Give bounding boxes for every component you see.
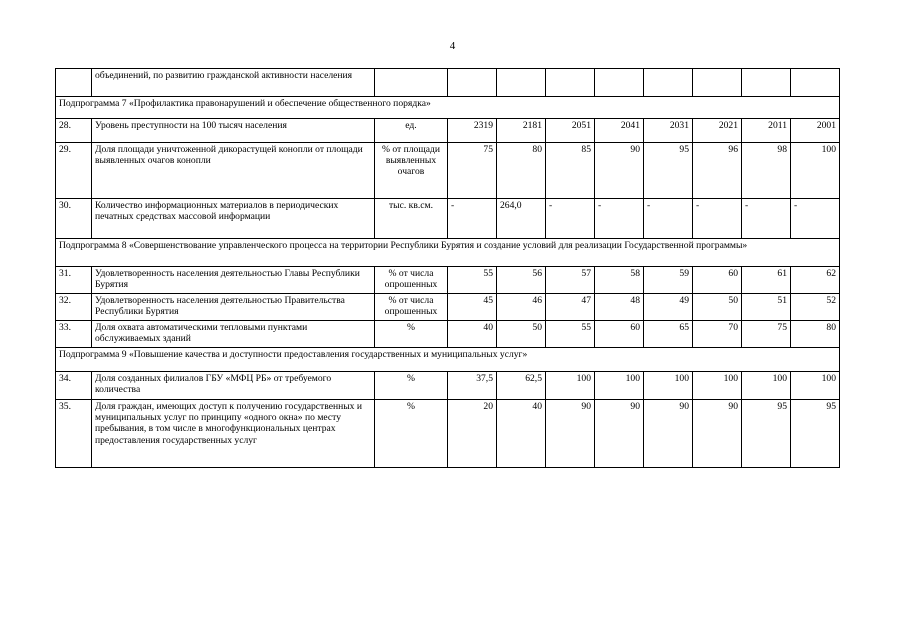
indicator-value: 52 <box>791 294 840 321</box>
row-number: 28. <box>56 119 92 143</box>
indicator-value: - <box>546 199 595 239</box>
indicator-value <box>791 69 840 97</box>
row-number: 34. <box>56 372 92 400</box>
indicator-value: 100 <box>644 372 693 400</box>
row-number: 31. <box>56 267 92 294</box>
indicator-value: 51 <box>742 294 791 321</box>
table-row <box>56 400 840 468</box>
indicator-value: 100 <box>595 372 644 400</box>
subprogram-title: Подпрограмма 8 «Совершенствование управленческого процесса на территории Республики Бурятия и создание условий для реализации Государственной программы» <box>56 239 840 267</box>
indicator-name: объединений, по развитию гражданской активности населения <box>92 69 375 97</box>
table-row <box>56 119 840 143</box>
indicator-value: 2011 <box>742 119 791 143</box>
indicator-value: 62,5 <box>497 372 546 400</box>
indicator-value: 60 <box>693 267 742 294</box>
indicator-value: 95 <box>791 400 840 468</box>
indicator-value: 45 <box>448 294 497 321</box>
table-row <box>56 199 840 239</box>
indicator-value: 62 <box>791 267 840 294</box>
indicator-value: 55 <box>448 267 497 294</box>
page-number: 4 <box>449 40 456 52</box>
indicator-value: 90 <box>595 400 644 468</box>
indicator-name: Уровень преступности на 100 тысяч населения <box>92 119 375 143</box>
table-body <box>56 69 840 468</box>
indicator-value: 90 <box>595 143 644 199</box>
indicator-value: 98 <box>742 143 791 199</box>
table-row <box>56 294 840 321</box>
indicator-value: 100 <box>742 372 791 400</box>
indicator-value: 90 <box>693 400 742 468</box>
indicator-value: 48 <box>595 294 644 321</box>
indicator-value: 95 <box>644 143 693 199</box>
table-row <box>56 69 840 97</box>
subprogram-row <box>56 348 840 372</box>
indicator-value: 2001 <box>791 119 840 143</box>
indicator-value: 49 <box>644 294 693 321</box>
indicators-table <box>55 68 840 468</box>
subprogram-row <box>56 239 840 267</box>
indicator-name: Удовлетворенность населения деятельностью Правительства Республики Бурятия <box>92 294 375 321</box>
indicator-value: 59 <box>644 267 693 294</box>
row-number: 32. <box>56 294 92 321</box>
table-row <box>56 321 840 348</box>
indicator-name: Доля площади уничтоженной дикорастущей конопли от площади выявленных очагов конопли <box>92 143 375 199</box>
table-row <box>56 372 840 400</box>
indicator-name: Количество информационных материалов в периодических печатных средствах массовой информации <box>92 199 375 239</box>
indicator-value: 2051 <box>546 119 595 143</box>
indicator-value: 75 <box>448 143 497 199</box>
indicator-unit: % от площади выявленных очагов <box>375 143 448 199</box>
indicator-value: 40 <box>497 400 546 468</box>
indicator-value <box>448 69 497 97</box>
indicator-value: 96 <box>693 143 742 199</box>
indicator-value: 2041 <box>595 119 644 143</box>
indicator-value: 100 <box>546 372 595 400</box>
indicator-value: 47 <box>546 294 595 321</box>
subprogram-row <box>56 97 840 119</box>
indicator-value: 85 <box>546 143 595 199</box>
indicator-value: 100 <box>693 372 742 400</box>
indicator-value <box>546 69 595 97</box>
row-number: 30. <box>56 199 92 239</box>
indicator-unit <box>375 69 448 97</box>
indicator-value: 60 <box>595 321 644 348</box>
indicator-value: 2319 <box>448 119 497 143</box>
indicator-value: 20 <box>448 400 497 468</box>
indicator-name: Доля охвата автоматическими тепловыми пунктами обслуживаемых зданий <box>92 321 375 348</box>
indicator-name: Доля созданных филиалов ГБУ «МФЦ РБ» от требуемого количества <box>92 372 375 400</box>
indicator-value: - <box>693 199 742 239</box>
indicator-value: 55 <box>546 321 595 348</box>
indicator-value: 61 <box>742 267 791 294</box>
indicator-value: 56 <box>497 267 546 294</box>
indicator-value: 37,5 <box>448 372 497 400</box>
indicator-unit: % <box>375 372 448 400</box>
indicator-value: 50 <box>693 294 742 321</box>
indicator-unit: ед. <box>375 119 448 143</box>
indicator-unit: тыс. кв.см. <box>375 199 448 239</box>
indicator-value: - <box>595 199 644 239</box>
indicator-value: 70 <box>693 321 742 348</box>
indicator-value: 100 <box>791 143 840 199</box>
row-number: 29. <box>56 143 92 199</box>
indicator-value: 40 <box>448 321 497 348</box>
indicator-name: Удовлетворенность населения деятельностью Главы Республики Бурятия <box>92 267 375 294</box>
indicator-unit: % <box>375 321 448 348</box>
indicator-value: 95 <box>742 400 791 468</box>
indicator-value: - <box>448 199 497 239</box>
indicator-value: - <box>742 199 791 239</box>
indicator-value: 2021 <box>693 119 742 143</box>
indicator-value: 46 <box>497 294 546 321</box>
table-row <box>56 143 840 199</box>
indicator-unit: % от числа опрошенных <box>375 267 448 294</box>
indicator-value: 58 <box>595 267 644 294</box>
subprogram-title: Подпрограмма 7 «Профилактика правонарушений и обеспечение общественного порядка» <box>56 97 840 119</box>
indicator-unit: % <box>375 400 448 468</box>
indicator-value <box>742 69 791 97</box>
indicator-value: 90 <box>644 400 693 468</box>
row-number <box>56 69 92 97</box>
table-row <box>56 267 840 294</box>
indicator-value: 80 <box>791 321 840 348</box>
indicator-value: 90 <box>546 400 595 468</box>
indicator-value: 100 <box>791 372 840 400</box>
indicator-value: 65 <box>644 321 693 348</box>
subprogram-title: Подпрограмма 9 «Повышение качества и доступности предоставления государственных и муниципальных услуг» <box>56 348 840 372</box>
row-number: 33. <box>56 321 92 348</box>
indicator-value: 264,0 <box>497 199 546 239</box>
indicator-value: - <box>644 199 693 239</box>
indicator-name: Доля граждан, имеющих доступ к получению государственных и муниципальных услуг по принципу «одного окна» по месту пребывания, в том числе в многофункциональных центрах предоставления государственных услуг <box>92 400 375 468</box>
indicator-value <box>497 69 546 97</box>
row-number: 35. <box>56 400 92 468</box>
indicator-value: 50 <box>497 321 546 348</box>
indicator-value: 75 <box>742 321 791 348</box>
indicator-value <box>595 69 644 97</box>
indicator-value: 2031 <box>644 119 693 143</box>
indicator-value: 80 <box>497 143 546 199</box>
indicator-value: 57 <box>546 267 595 294</box>
indicator-value: 2181 <box>497 119 546 143</box>
indicator-value <box>693 69 742 97</box>
indicator-value <box>644 69 693 97</box>
indicator-unit: % от числа опрошенных <box>375 294 448 321</box>
indicator-value: - <box>791 199 840 239</box>
